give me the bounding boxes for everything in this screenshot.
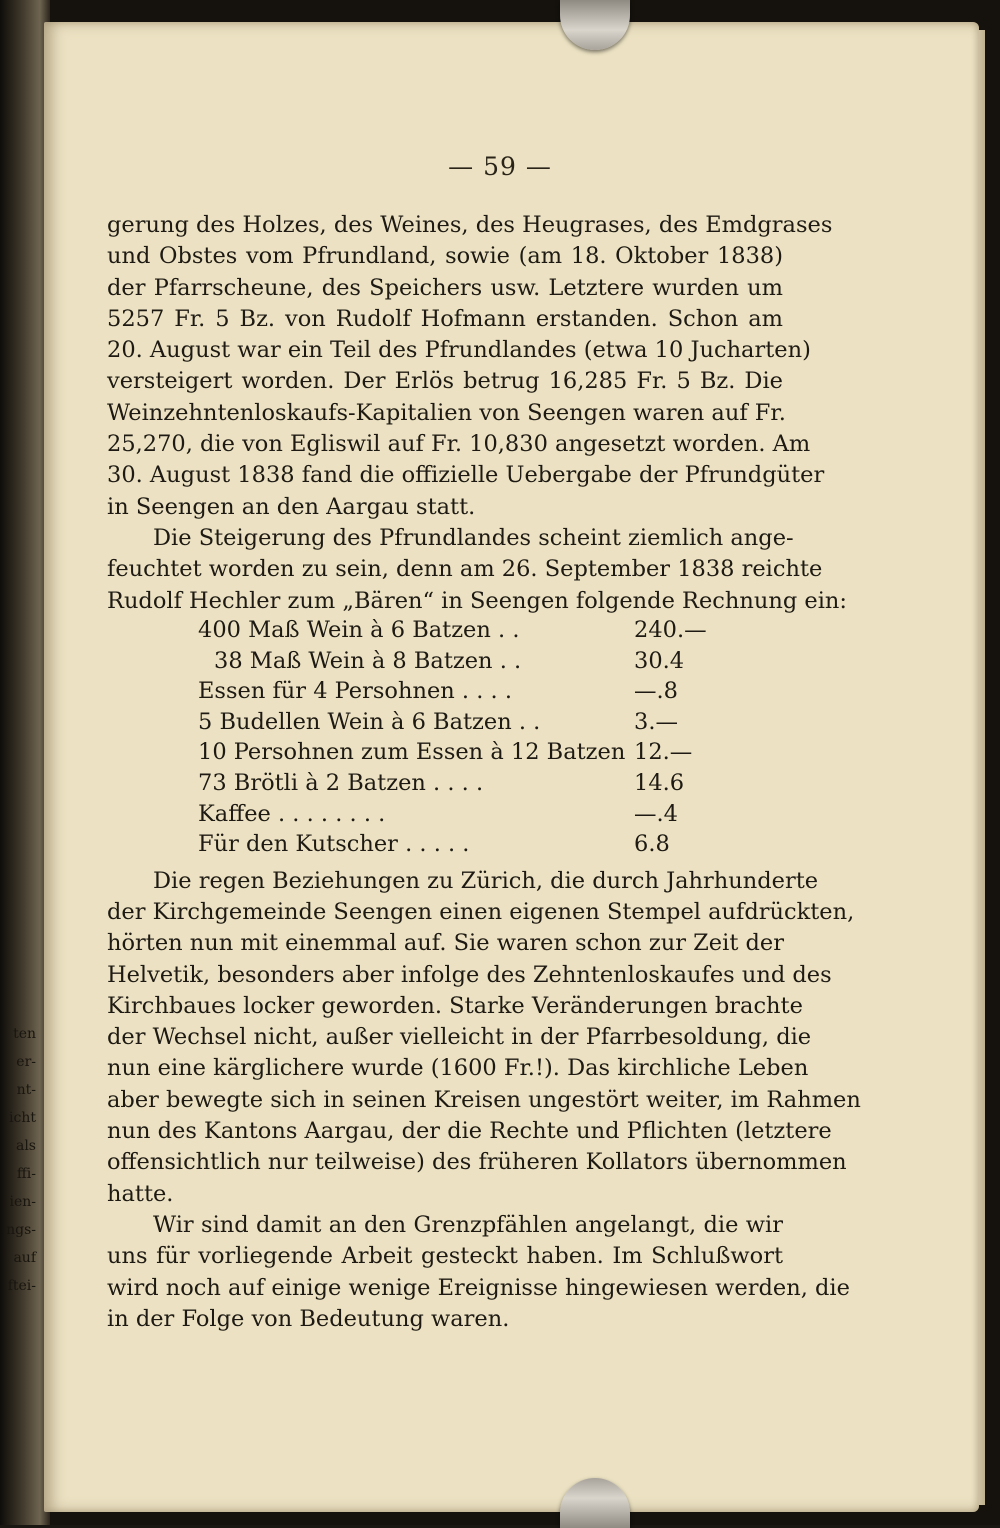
invoice-item: Für den Kutscher . . . . .	[198, 831, 470, 858]
invoice-item: Essen für 4 Persohnen . . . .	[198, 678, 512, 705]
previous-page-fragment: auf	[13, 1250, 36, 1266]
text-line: gerung des Holzes, des Weines, des Heugrases, des Emdgrases	[107, 212, 833, 238]
invoice-row	[198, 707, 698, 738]
text-line: Weinzehntenloskaufs-Kapitalien von Seengen waren auf Fr.	[107, 399, 786, 426]
text-line: nun des Kantons Aargau, der die Rechte und Pflichten (letztere	[107, 1118, 832, 1145]
invoice-item: 10 Persohnen zum Essen à 12 Batzen	[198, 739, 626, 766]
invoice-item: 73 Brötli à 2 Batzen . . . .	[198, 769, 484, 796]
invoice-row	[198, 829, 698, 860]
text-line: der Pfarrscheune, des Speichers usw. Letztere wurden um	[107, 274, 783, 301]
text-line: der Wechsel nicht, außer vielleicht in der Pfarrbesoldung, die	[107, 1024, 812, 1051]
text-line: versteigert worden. Der Erlös betrug 16,285 Fr. 5 Bz. Die	[107, 368, 783, 395]
text-line: wird noch auf einige wenige Ereignisse hingewiesen werden, die	[107, 1274, 850, 1301]
previous-page-fragment: ftei-	[7, 1278, 36, 1294]
previous-page-fragment: ten	[13, 1026, 36, 1042]
invoice-item: 5 Budellen Wein à 6 Batzen . .	[198, 708, 541, 735]
invoice-amount: 12.—	[634, 739, 693, 766]
text-line: aber bewegte sich in seinen Kreisen ungestört weiter, im Rahmen	[107, 1086, 861, 1113]
text-line: Kirchbaues locker geworden. Starke Veränderungen brachte	[107, 992, 803, 1019]
page-number: — 59 —	[448, 152, 552, 181]
text-line: 5257 Fr. 5 Bz. von Rudolf Hofmann erstanden. Schon am	[107, 305, 783, 332]
text-line: der Kirchgemeinde Seengen einen eigenen Stempel aufdrückten,	[107, 898, 855, 925]
previous-page-fragment: icht	[9, 1110, 36, 1126]
text-line: uns für vorliegende Arbeit gesteckt haben. Im Schlußwort	[107, 1243, 783, 1270]
text-line: nun eine kärglichere wurde (1600 Fr.!). Das kirchliche Leben	[107, 1055, 809, 1082]
invoice-item: Kaffee . . . . . . . .	[198, 800, 386, 827]
invoice-row	[198, 646, 698, 677]
text-line: hatte.	[107, 1180, 174, 1207]
previous-page-fragment: ffi-	[16, 1166, 36, 1182]
invoice-amount: —.8	[634, 678, 678, 705]
text-line: und Obstes vom Pfrundland, sowie (am 18. Oktober 1838)	[107, 243, 783, 270]
invoice-amount: 30.4	[634, 647, 685, 674]
previous-page-fragments	[2, 1020, 36, 1300]
text-line: Rudolf Hechler zum „Bären“ in Seengen folgende Rechnung ein:	[107, 587, 848, 614]
text-line: Wir sind damit an den Grenzpfählen angelangt, die wir	[153, 1211, 783, 1238]
invoice-amount: —.4	[634, 800, 678, 827]
text-line: Die regen Beziehungen zu Zürich, die durch Jahrhunderte	[153, 867, 819, 894]
text-line: Die Steigerung des Pfrundlandes scheint ziemlich ange-	[153, 524, 794, 551]
text-line: Helvetik, besonders aber infolge des Zehntenloskaufes und des	[107, 961, 832, 988]
text-line: 25,270, die von Egliswil auf Fr. 10,830 angesetzt worden. Am	[107, 431, 811, 458]
text-line: feuchtet worden zu sein, denn am 26. September 1838 reichte	[107, 556, 823, 583]
invoice-amount: 240.—	[634, 617, 707, 643]
previous-page-fragment: als	[15, 1138, 36, 1154]
text-line: 30. August 1838 fand die offizielle Uebergabe der Pfrundgüter	[107, 462, 825, 489]
invoice-row	[198, 615, 707, 646]
invoice-amount: 3.—	[634, 708, 678, 735]
previous-page-fragment: er-	[16, 1054, 36, 1070]
previous-page-fragment: ngs-	[6, 1222, 36, 1238]
text-line: 20. August war ein Teil des Pfrundlandes (etwa 10 Jucharten)	[107, 337, 811, 364]
invoice-list	[198, 615, 707, 860]
previous-page-fragment: nt-	[16, 1082, 36, 1098]
invoice-row	[198, 799, 698, 830]
invoice-row	[198, 768, 698, 799]
text-line: in der Folge von Bedeutung waren.	[107, 1305, 510, 1332]
invoice-row	[198, 737, 698, 768]
text-line: hörten nun mit einemmal auf. Sie waren schon zur Zeit der	[107, 930, 784, 957]
invoice-row	[198, 676, 698, 707]
invoice-amount: 14.6	[634, 769, 685, 796]
text-line: offensichtlich nur teilweise) des früheren Kollators übernommen	[107, 1149, 847, 1176]
text-line: in Seengen an den Aargau statt.	[107, 493, 476, 520]
invoice-item: 400 Maß Wein à 6 Batzen . .	[198, 617, 520, 643]
previous-page-fragment: ien-	[9, 1194, 36, 1210]
invoice-amount: 6.8	[634, 831, 670, 858]
invoice-item: 38 Maß Wein à 8 Batzen . .	[214, 647, 522, 674]
